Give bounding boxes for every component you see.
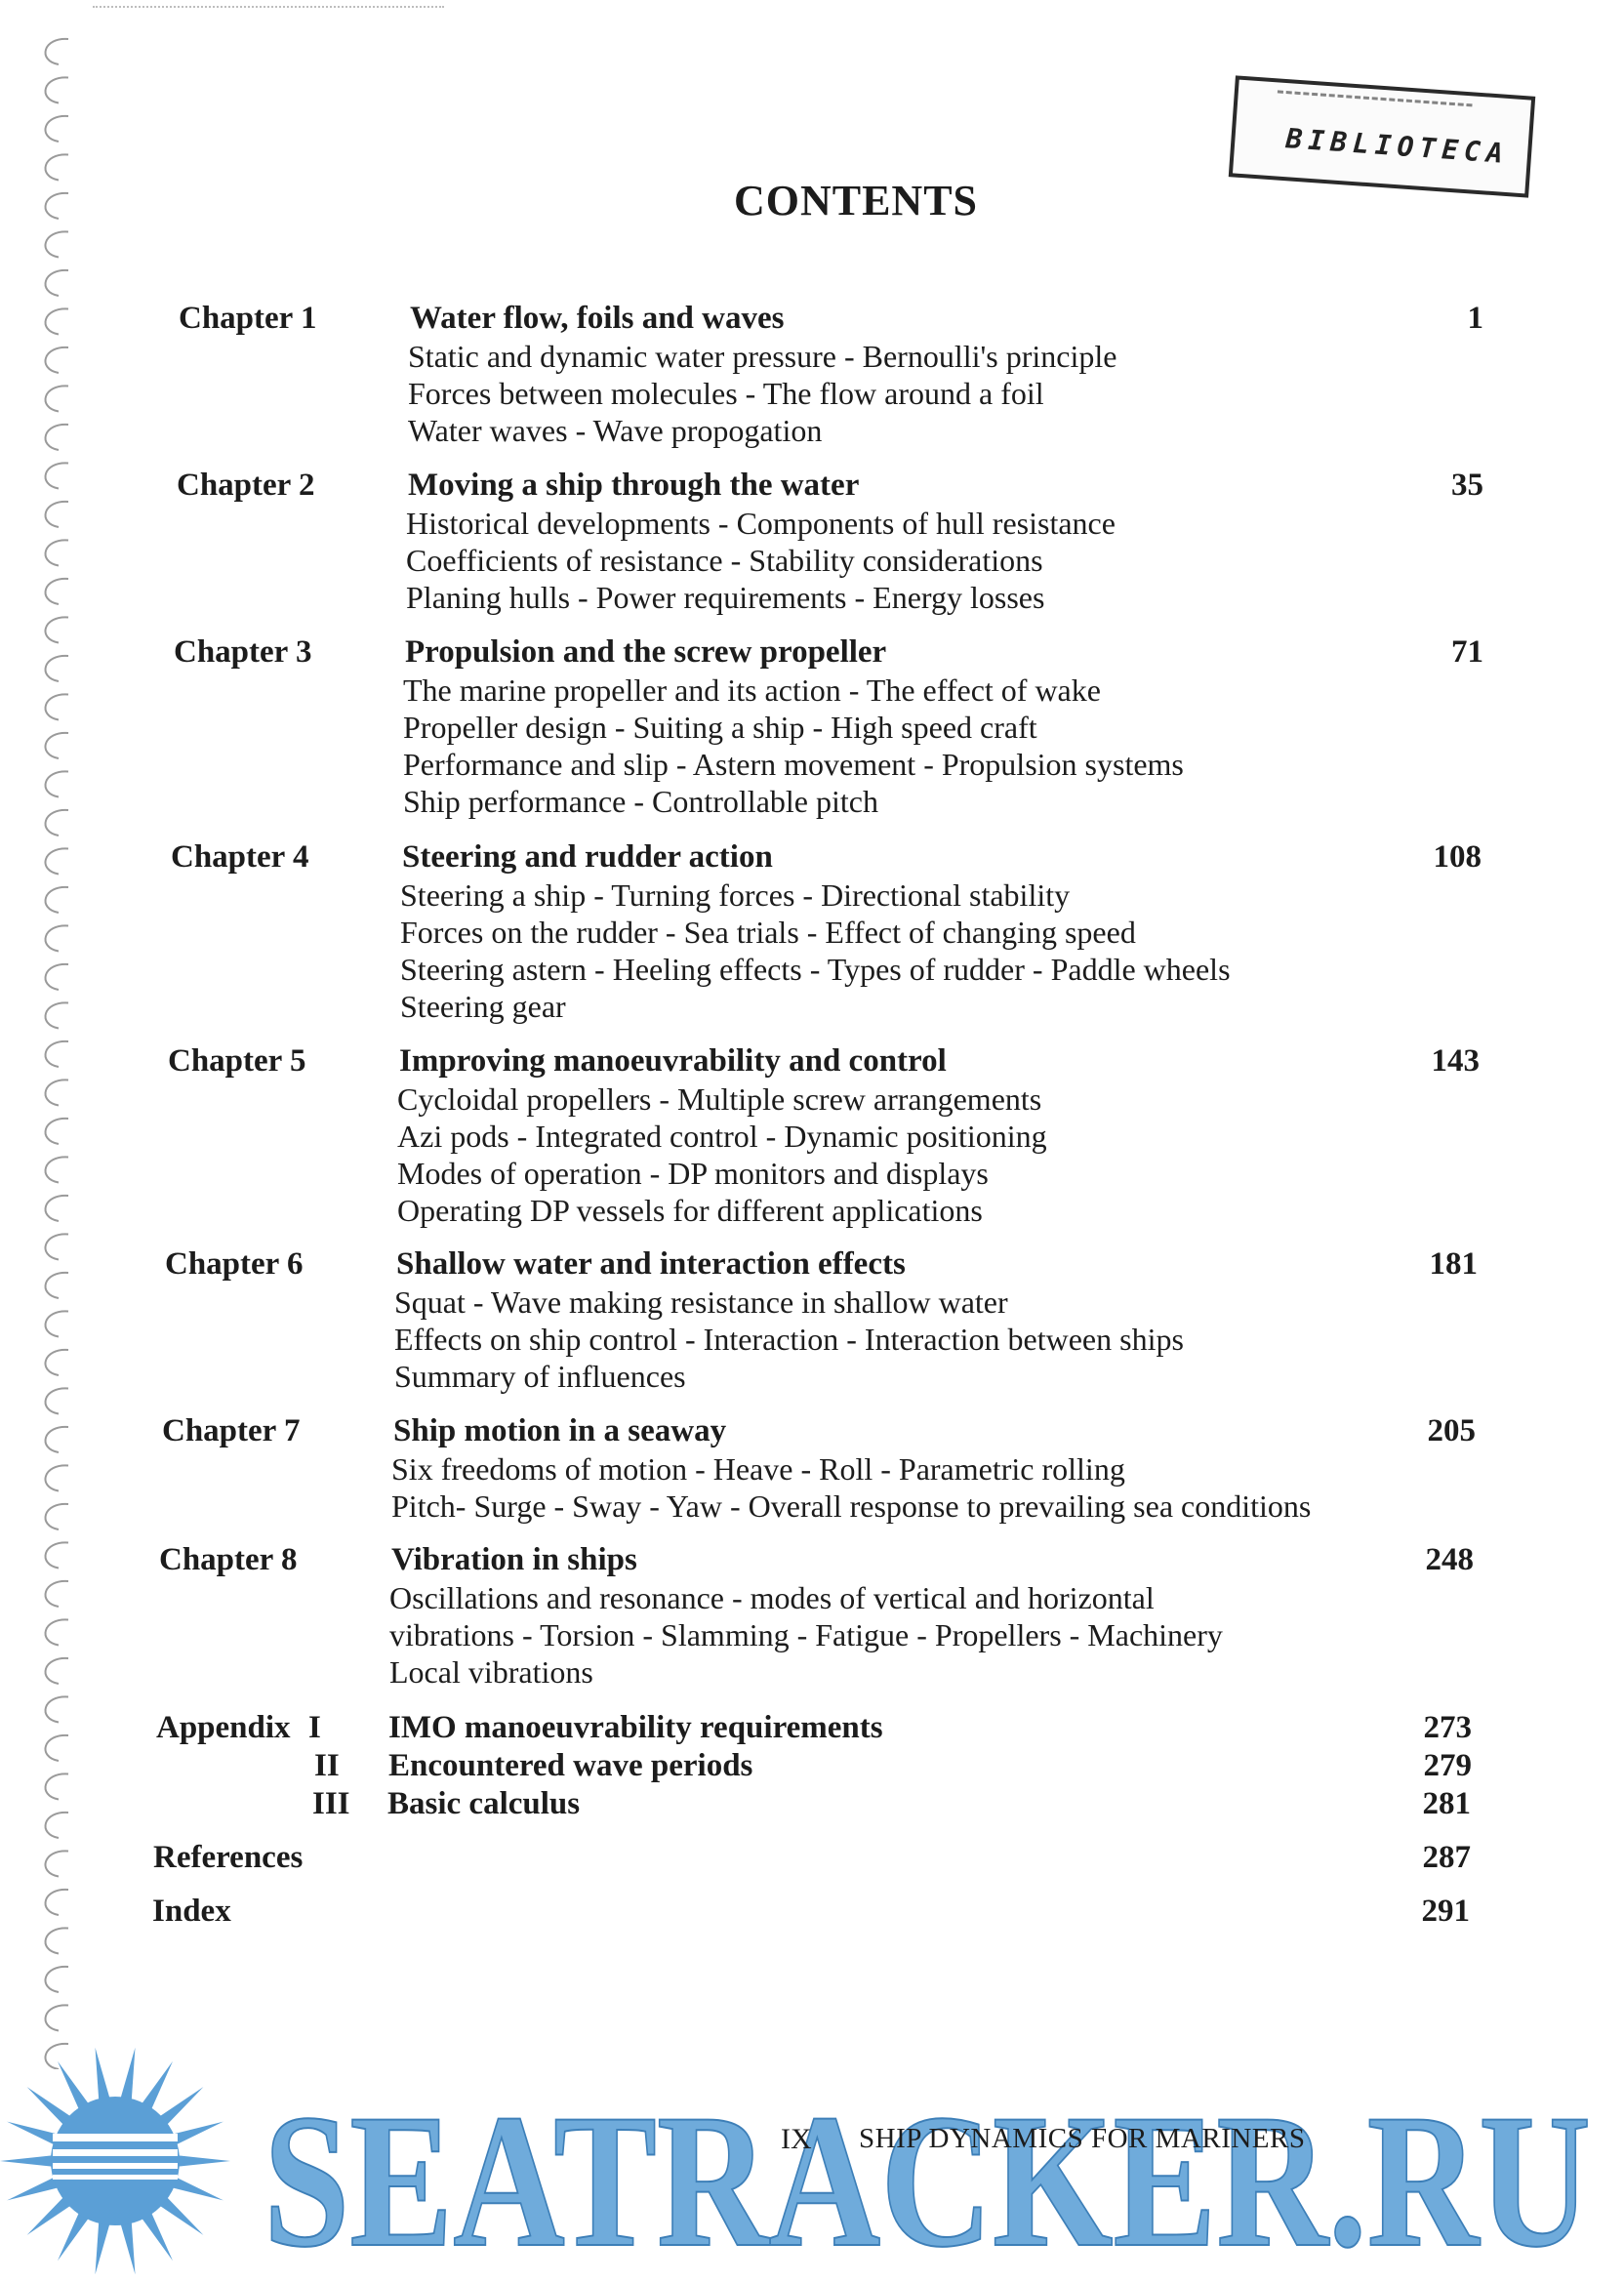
spiral-ring <box>46 77 68 102</box>
spiral-ring <box>46 810 68 836</box>
spiral-ring <box>46 1388 68 1413</box>
appendix-title[interactable]: IMO manoeuvrability requirements <box>388 1710 883 1745</box>
spiral-ring <box>46 1851 68 1876</box>
appendix-title[interactable]: Encountered wave periods <box>388 1748 753 1783</box>
sun-ray <box>7 2177 59 2200</box>
spiral-ring <box>46 231 68 257</box>
appendix-label: Appendix <box>156 1710 291 1745</box>
chapter-subtopic: Summary of influences <box>394 1359 686 1394</box>
sun-ray <box>172 2122 223 2145</box>
appendix-page: 273 <box>1423 1710 1472 1745</box>
chapter-label: Chapter 8 <box>159 1542 298 1577</box>
chapter-subtopic: Azi pods - Integrated control - Dynamic positioning <box>397 1119 1047 1154</box>
spiral-ring <box>46 1581 68 1607</box>
sun-ray <box>96 2222 110 2274</box>
spiral-ring <box>46 1504 68 1529</box>
sun-stripe <box>53 2163 178 2169</box>
spiral-ring <box>46 1542 68 1568</box>
spiral-ring <box>46 694 68 719</box>
spiral-ring <box>46 1041 68 1067</box>
chapter-page: 71 <box>1451 634 1483 670</box>
spiral-ring <box>46 1967 68 1992</box>
sun-ray <box>142 2212 173 2261</box>
appendix-title[interactable]: Basic calculus <box>387 1786 581 1821</box>
sun-logo-icon <box>0 2048 230 2274</box>
chapter-page: 108 <box>1433 839 1482 875</box>
chapter-title[interactable]: Water flow, foils and waves <box>410 301 785 336</box>
chapter-subtopic: vibrations - Torsion - Slamming - Fatigue - Propellers - Machinery <box>389 1617 1223 1652</box>
spiral-ring <box>46 347 68 373</box>
spiral-ring <box>46 1813 68 1838</box>
chapter-subtopic: Modes of operation - DP monitors and displays <box>397 1156 989 1191</box>
sun-stripe <box>53 2134 178 2141</box>
spiral-ring <box>46 1350 68 1375</box>
sun-ray <box>58 2061 89 2110</box>
appendix-numeral: II <box>314 1748 340 1783</box>
chapter-title[interactable]: Ship motion in a seaway <box>393 1413 727 1448</box>
chapter-subtopic: Historical developments - Components of hull resistance <box>406 506 1116 541</box>
chapter-subtopic: Planing hulls - Power requirements - Energy losses <box>406 580 1045 615</box>
chapter-title[interactable]: Vibration in ships <box>391 1542 637 1577</box>
spiral-ring <box>46 1696 68 1722</box>
chapter-subtopic: The marine propeller and its action - The effect of wake <box>403 673 1101 708</box>
sun-ray <box>0 2155 53 2167</box>
spiral-ring <box>46 1273 68 1298</box>
spiral-ring <box>46 463 68 488</box>
appendix-page: 281 <box>1422 1786 1471 1821</box>
chapter-subtopic: Cycloidal propellers - Multiple screw arrangements <box>397 1081 1042 1117</box>
spiral-ring <box>46 1311 68 1336</box>
chapter-page: 143 <box>1431 1043 1480 1079</box>
chapter-subtopic: Squat - Wave making resistance in shallow water <box>394 1284 1008 1320</box>
spiral-ring <box>46 1234 68 1259</box>
spiral-ring <box>46 1619 68 1645</box>
index-page: 291 <box>1421 1894 1470 1929</box>
sun-ray <box>159 2197 203 2235</box>
sun-ray <box>27 2087 71 2125</box>
sun-stripe <box>53 2175 178 2180</box>
sun-stripe <box>53 2149 178 2156</box>
chapter-title[interactable]: Shallow water and interaction effects <box>396 1246 906 1282</box>
spiral-ring <box>46 771 68 796</box>
spiral-binding <box>29 20 88 2069</box>
references-label[interactable]: References <box>153 1840 304 1875</box>
spiral-ring <box>46 1196 68 1221</box>
spiral-ring <box>46 1773 68 1799</box>
spiral-ring <box>46 1890 68 1915</box>
chapter-page: 205 <box>1427 1413 1476 1448</box>
spiral-ring <box>46 887 68 913</box>
chapter-subtopic: Steering astern - Heeling effects - Types of rudder - Paddle wheels <box>400 952 1231 987</box>
chapter-title[interactable]: Propulsion and the screw propeller <box>405 634 887 670</box>
spiral-ring <box>46 1465 68 1490</box>
spiral-ring <box>46 617 68 642</box>
spiral-ring <box>46 1658 68 1684</box>
chapter-page: 1 <box>1467 301 1483 336</box>
chapter-label: Chapter 7 <box>162 1413 301 1448</box>
scan-edge-line <box>93 6 444 8</box>
spiral-ring <box>46 502 68 527</box>
chapter-title[interactable]: Moving a ship through the water <box>408 468 860 503</box>
stamp-smudge <box>1276 90 1472 128</box>
spiral-ring <box>46 39 68 64</box>
chapter-subtopic: Local vibrations <box>389 1654 593 1690</box>
sun-ray <box>178 2155 230 2167</box>
appendix-numeral: I <box>308 1710 321 1745</box>
sun-ray <box>159 2087 203 2125</box>
chapter-subtopic: Steering a ship - Turning forces - Directional stability <box>400 877 1071 913</box>
chapter-subtopic: Forces on the rudder - Sea trials - Effect of changing speed <box>400 915 1136 950</box>
chapter-subtopic: Pitch- Surge - Sway - Yaw - Overall response to prevailing sea conditions <box>391 1488 1312 1524</box>
chapter-subtopic: Propeller design - Suiting a ship - High speed craft <box>403 710 1037 745</box>
spiral-ring <box>46 1735 68 1761</box>
chapter-subtopic: Performance and slip - Astern movement - Propulsion systems <box>403 747 1184 782</box>
chapter-page: 181 <box>1429 1246 1478 1282</box>
spiral-ring <box>46 270 68 296</box>
spiral-ring <box>46 1928 68 1953</box>
sun-ray <box>58 2212 89 2261</box>
page-number: IX <box>781 2123 812 2155</box>
sun-ray <box>142 2061 173 2110</box>
sun-ray <box>120 2222 135 2274</box>
spiral-ring <box>46 540 68 565</box>
page-title: CONTENTS <box>733 177 979 224</box>
chapter-subtopic: Water waves - Wave propogation <box>408 413 823 448</box>
watermark-text: SEATRACKER.RU <box>264 2075 1591 2283</box>
sun-disc <box>51 2097 180 2225</box>
chapter-subtopic: Oscillations and resonance - modes of vertical and horizontal <box>389 1580 1155 1615</box>
spiral-ring <box>46 1080 68 1105</box>
spiral-ring <box>46 964 68 990</box>
chapter-subtopic: Operating DP vessels for different applications <box>397 1193 983 1228</box>
chapter-label: Chapter 6 <box>165 1246 304 1282</box>
chapter-label: Chapter 3 <box>174 634 312 670</box>
spiral-ring <box>46 848 68 874</box>
chapter-page: 35 <box>1451 468 1483 503</box>
sun-ray <box>172 2177 223 2200</box>
sun-ray <box>27 2197 71 2235</box>
sun-ray <box>96 2048 110 2100</box>
appendix-page: 279 <box>1423 1748 1472 1783</box>
spiral-ring <box>46 1427 68 1452</box>
chapter-page: 248 <box>1425 1542 1474 1577</box>
spiral-ring <box>46 425 68 450</box>
spiral-ring <box>46 1119 68 1144</box>
stamp-text: BIBLIOTECA <box>1284 122 1510 171</box>
spiral-ring <box>46 1002 68 1028</box>
sun-ray <box>7 2122 59 2145</box>
chapter-subtopic: Forces between molecules - The flow around a foil <box>408 376 1044 411</box>
spiral-ring <box>46 925 68 951</box>
running-footer-title: SHIP DYNAMICS FOR MARINERS <box>859 2123 1306 2154</box>
chapter-subtopic: Six freedoms of motion - Heave - Roll - Parametric rolling <box>391 1451 1125 1487</box>
chapter-label: Chapter 4 <box>171 839 309 875</box>
spiral-ring <box>46 1157 68 1182</box>
spiral-ring <box>46 386 68 411</box>
sun-ray <box>120 2048 135 2100</box>
chapter-title[interactable]: Steering and rudder action <box>402 839 773 875</box>
references-page: 287 <box>1422 1840 1471 1875</box>
chapter-subtopic: Coefficients of resistance - Stability considerations <box>406 543 1043 578</box>
spiral-ring <box>46 579 68 604</box>
spiral-ring <box>46 656 68 681</box>
chapter-title[interactable]: Improving manoeuvrability and control <box>399 1043 947 1079</box>
spiral-ring <box>46 308 68 334</box>
chapter-label: Chapter 5 <box>168 1043 306 1079</box>
index-label[interactable]: Index <box>152 1894 231 1929</box>
chapter-label: Chapter 1 <box>179 301 317 336</box>
appendix-numeral: III <box>312 1786 350 1821</box>
chapter-subtopic: Static and dynamic water pressure - Bernoulli's principle <box>408 339 1117 374</box>
spiral-ring <box>46 2005 68 2030</box>
chapter-subtopic: Effects on ship control - Interaction - Interaction between ships <box>394 1322 1184 1357</box>
chapter-subtopic: Ship performance - Controllable pitch <box>403 784 878 819</box>
chapter-label: Chapter 2 <box>177 468 315 503</box>
watermark <box>0 2040 1624 2283</box>
spiral-ring <box>46 733 68 758</box>
chapter-subtopic: Steering gear <box>400 989 566 1024</box>
spiral-ring <box>46 116 68 142</box>
